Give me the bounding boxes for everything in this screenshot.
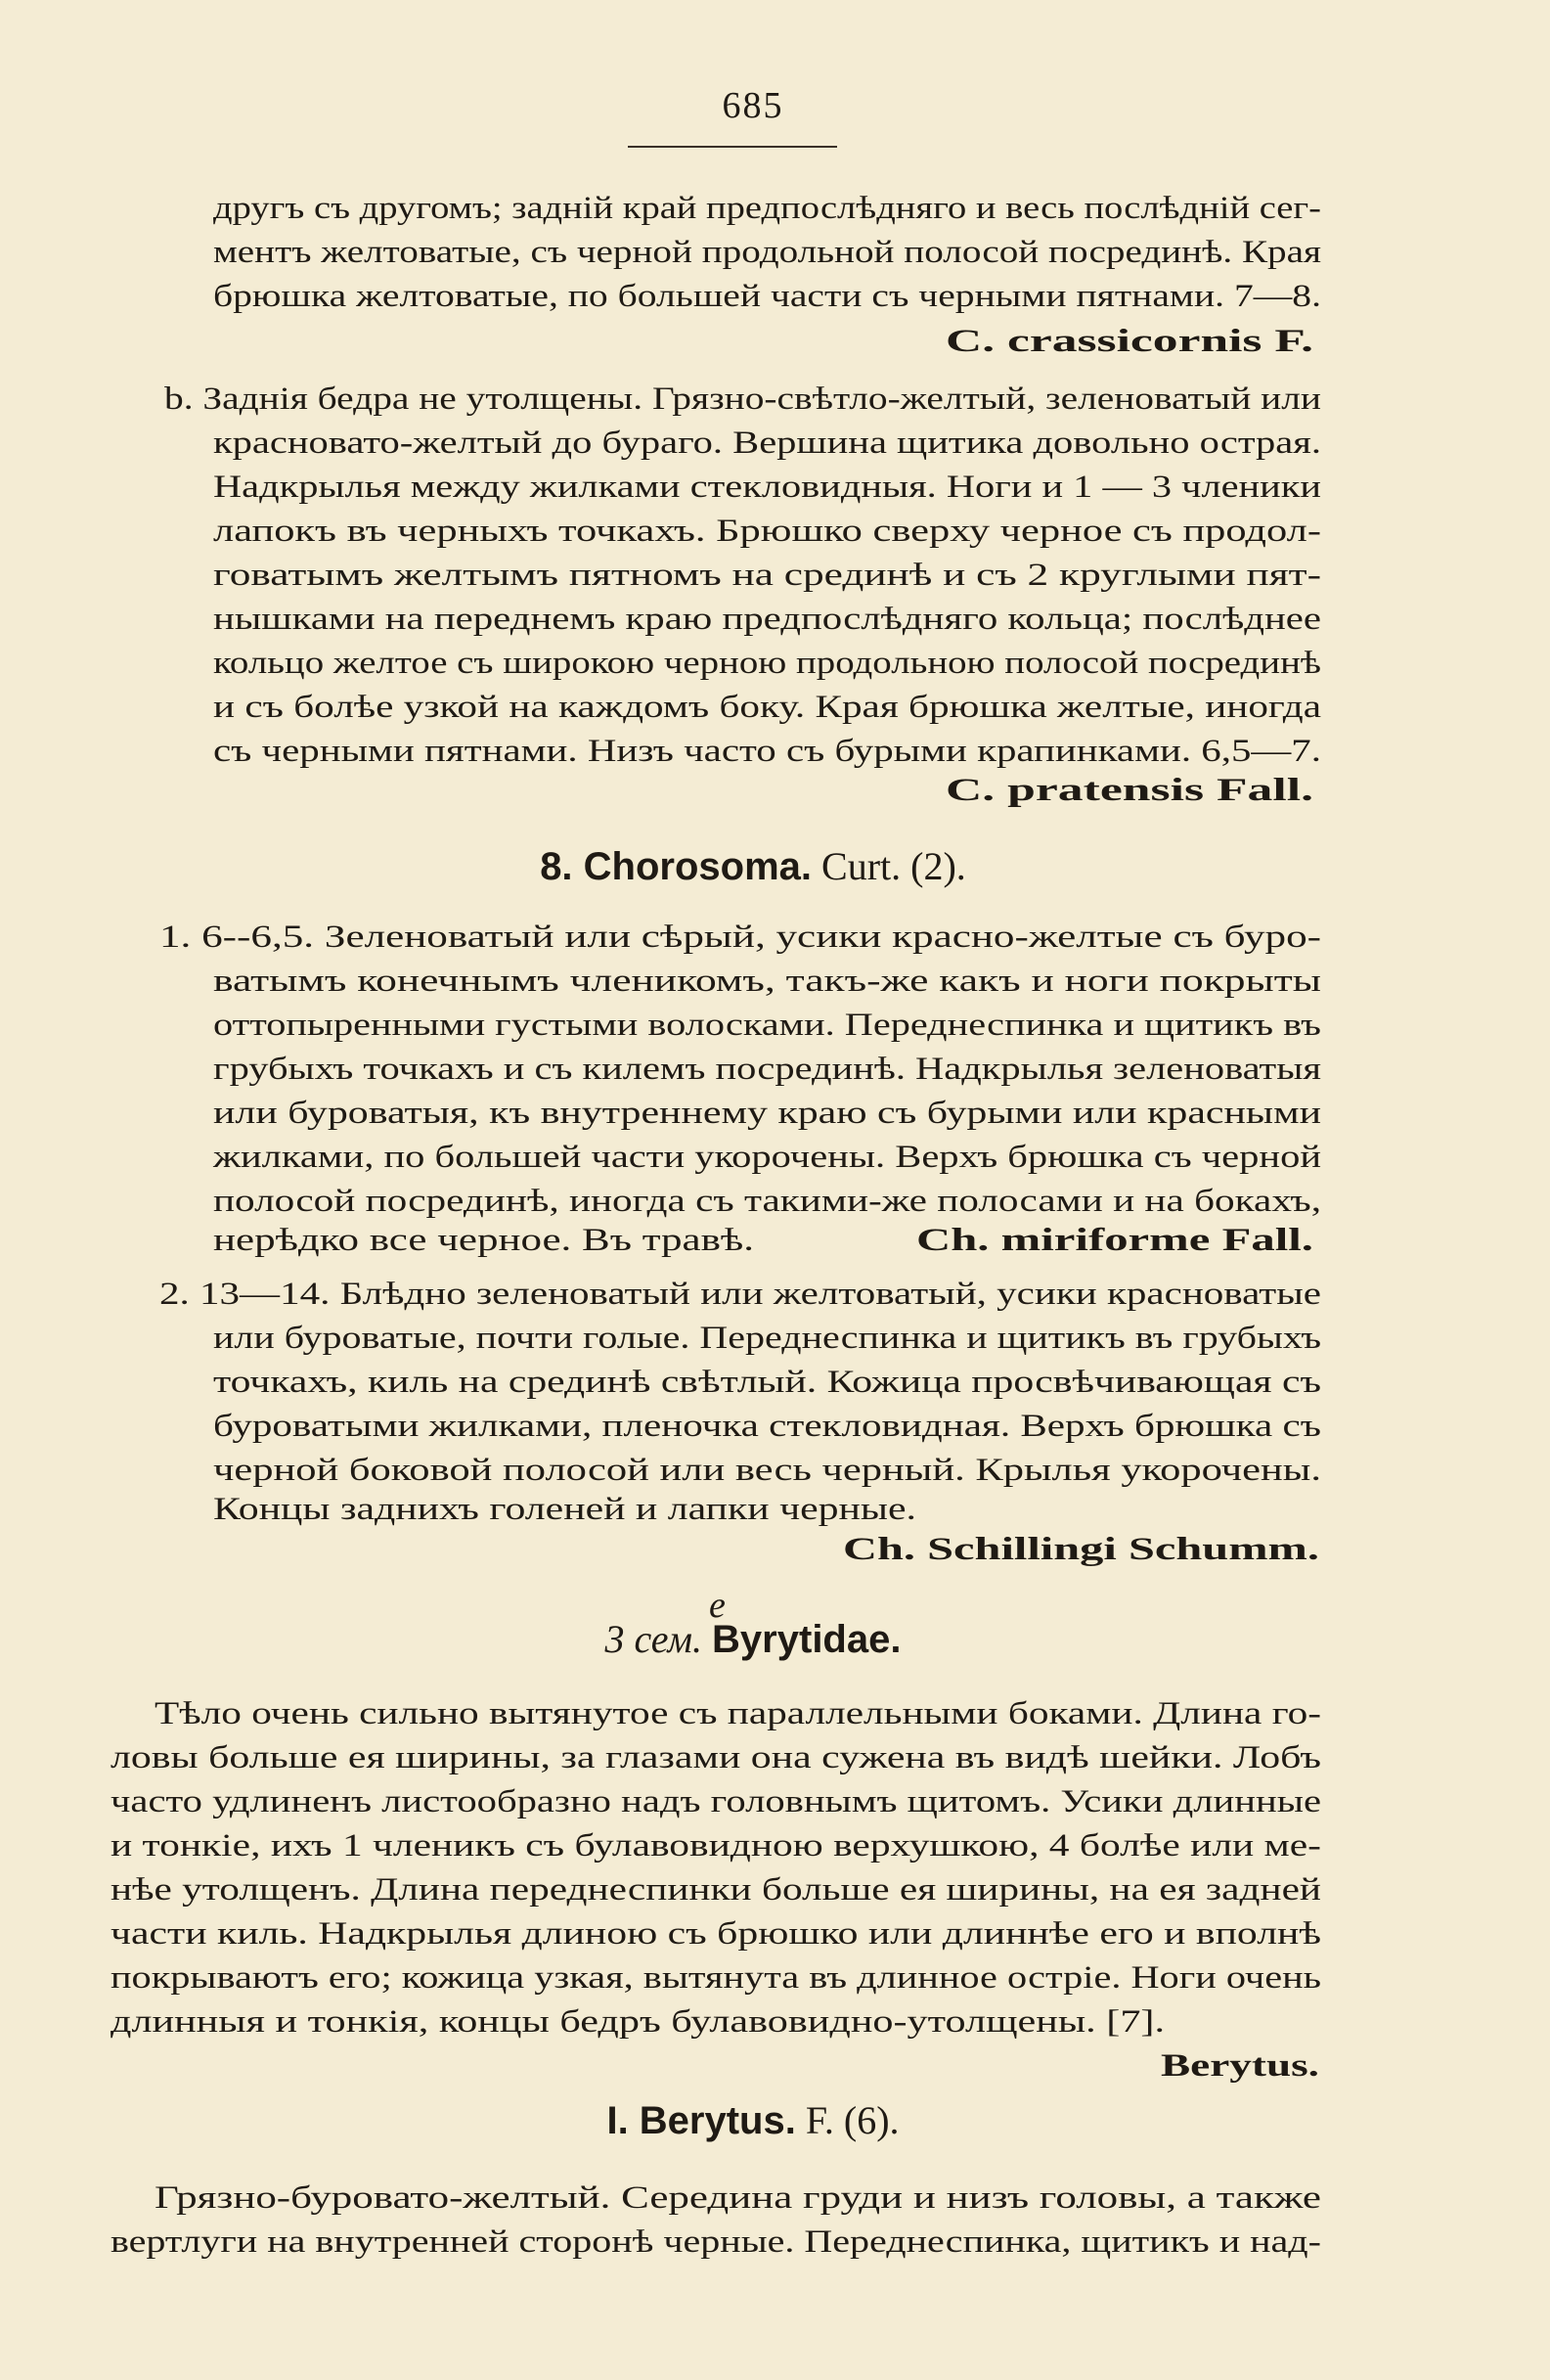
text-line: грубыхъ точкахъ и съ килемъ посрединѣ. Надкрылья зеленоватыя: [213, 1052, 1321, 1087]
family-prefix: 3 сем.: [604, 1617, 703, 1661]
text-line: длинныя и тонкія, концы бедръ булавовидно-утолщены. [7].: [111, 2004, 1165, 2040]
genus-heading: [0, 844, 1506, 888]
species-name: Ch. miriforme Fall.: [916, 1223, 1313, 1258]
text-line: черной боковой полосой или весь черный. Крылья укорочены.: [213, 1453, 1321, 1488]
text-line: или буроватыя, къ внутреннему краю съ бурыми или красными: [213, 1096, 1321, 1131]
text-line: ватымъ конечнымъ членикомъ, такъ-же какъ и ноги покрыты: [213, 964, 1321, 999]
text-line: и съ болѣе узкой на каждомъ боку. Края брюшка желтые, иногда: [213, 690, 1321, 725]
text-line: красновато-желтый до бураго. Вершина щитика довольно острая.: [213, 426, 1321, 461]
text-line: 2. 13—14. Блѣдно зеленоватый или желтоватый, усики красноватые: [159, 1277, 1321, 1312]
text-line: другъ съ другомъ; задній край предпослѣдняго и весь послѣдній сег-: [213, 191, 1321, 226]
family-heading: [0, 1617, 1506, 1661]
genus-count: (2).: [910, 844, 966, 888]
genus-name: I. Berytus.: [606, 2099, 796, 2142]
text-line: и тонкіе, ихъ 1 членикъ съ булавовидною верхушкою, 4 болѣе или ме-: [111, 1828, 1321, 1864]
text-line: ментъ желтоватые, съ черной продольной полосой посрединѣ. Края: [213, 235, 1321, 270]
text-line: Концы заднихъ голеней и лапки черные.: [213, 1492, 916, 1527]
text-line: части киль. Надкрылья длиною съ брюшко или длиннѣе его и вполнѣ: [111, 1916, 1321, 1952]
text-line: брюшка желтоватые, по большей части съ черными пятнами. 7—8.: [213, 279, 1321, 314]
species-name: C. crassicornis F.: [946, 324, 1313, 359]
page-number: 685: [722, 85, 784, 126]
handwritten-correction-mark: e: [709, 1585, 726, 1626]
text-line: 1. 6--6,5. Зеленоватый или сѣрый, усики красно-желтые съ буро-: [159, 920, 1321, 955]
text-line: Тѣло очень сильно вытянутое съ параллельными боками. Длина го-: [155, 1696, 1321, 1731]
family-name: Byrytidae.: [712, 1618, 902, 1661]
text-line: нѣе утолщенъ. Длина переднеспинки больше ея ширины, на ея задней: [111, 1872, 1321, 1908]
text-line: покрываютъ его; кожица узкая, вытянута въ длинное остріе. Ноги очень: [111, 1960, 1321, 1996]
genus-count: (6).: [843, 2098, 900, 2142]
text-line: b. Заднія бедра не утолщены. Грязно-свѣтло-желтый, зеленоватый или: [164, 382, 1321, 417]
text-line: полосой посрединѣ, иногда съ такими-же полосами и на бокахъ,: [213, 1184, 1321, 1219]
text-line: нерѣдко все черное. Въ травѣ.: [213, 1223, 754, 1258]
text-line: оттопыренными густыми волосками. Переднеспинка и щитикъ въ: [213, 1008, 1321, 1043]
text-line: вертлуги на внутренней сторонѣ черные. Переднеспинка, щитикъ и над-: [111, 2224, 1321, 2260]
text-line: кольцо желтое съ широкою черною продольною полосой посрединѣ: [213, 646, 1321, 681]
text-line: точкахъ, киль на срединѣ свѣтлый. Кожица просвѣчивающая съ: [213, 1365, 1321, 1400]
text-line: Надкрылья между жилками стекловидныя. Ноги и 1 — 3 членики: [213, 470, 1321, 505]
text-line: жилками, по большей части укорочены. Верхъ брюшка съ черной: [213, 1140, 1321, 1175]
text-line: говатымъ желтымъ пятномъ на срединѣ и съ 2 круглыми пят-: [213, 558, 1321, 593]
text-line: или буроватые, почти голые. Переднеспинка и щитикъ въ грубыхъ: [213, 1321, 1321, 1356]
species-name: Ch. Schillingi Schumm.: [843, 1532, 1319, 1567]
species-name: C. pratensis Fall.: [946, 773, 1313, 808]
page-number-rule: [628, 146, 837, 148]
text-line: часто удлиненъ листообразно надъ головнымъ щитомъ. Усики длинные: [111, 1784, 1321, 1819]
genus-name: 8. Chorosoma.: [540, 845, 813, 888]
text-line: съ черными пятнами. Низъ часто съ бурыми крапинками. 6,5—7.: [213, 734, 1321, 769]
text-line: Грязно-буровато-желтый. Середина груди и низъ головы, а также: [155, 2180, 1321, 2216]
genus-key-name: Berytus.: [1161, 2048, 1319, 2084]
genus-author: F.: [805, 2098, 834, 2142]
text-line: лапокъ въ черныхъ точкахъ. Брюшко сверху черное съ продол-: [213, 514, 1321, 549]
text-line: буроватыми жилками, пленочка стекловидная. Верхъ брюшка съ: [213, 1409, 1321, 1444]
genus-heading: [0, 2098, 1506, 2142]
text-line: ловы больше ея ширины, за глазами она сужена въ видѣ шейки. Лобъ: [111, 1740, 1321, 1775]
text-line: нышками на переднемъ краю предпослѣдняго кольца; послѣднее: [213, 602, 1321, 637]
genus-author: Curt.: [821, 844, 902, 888]
